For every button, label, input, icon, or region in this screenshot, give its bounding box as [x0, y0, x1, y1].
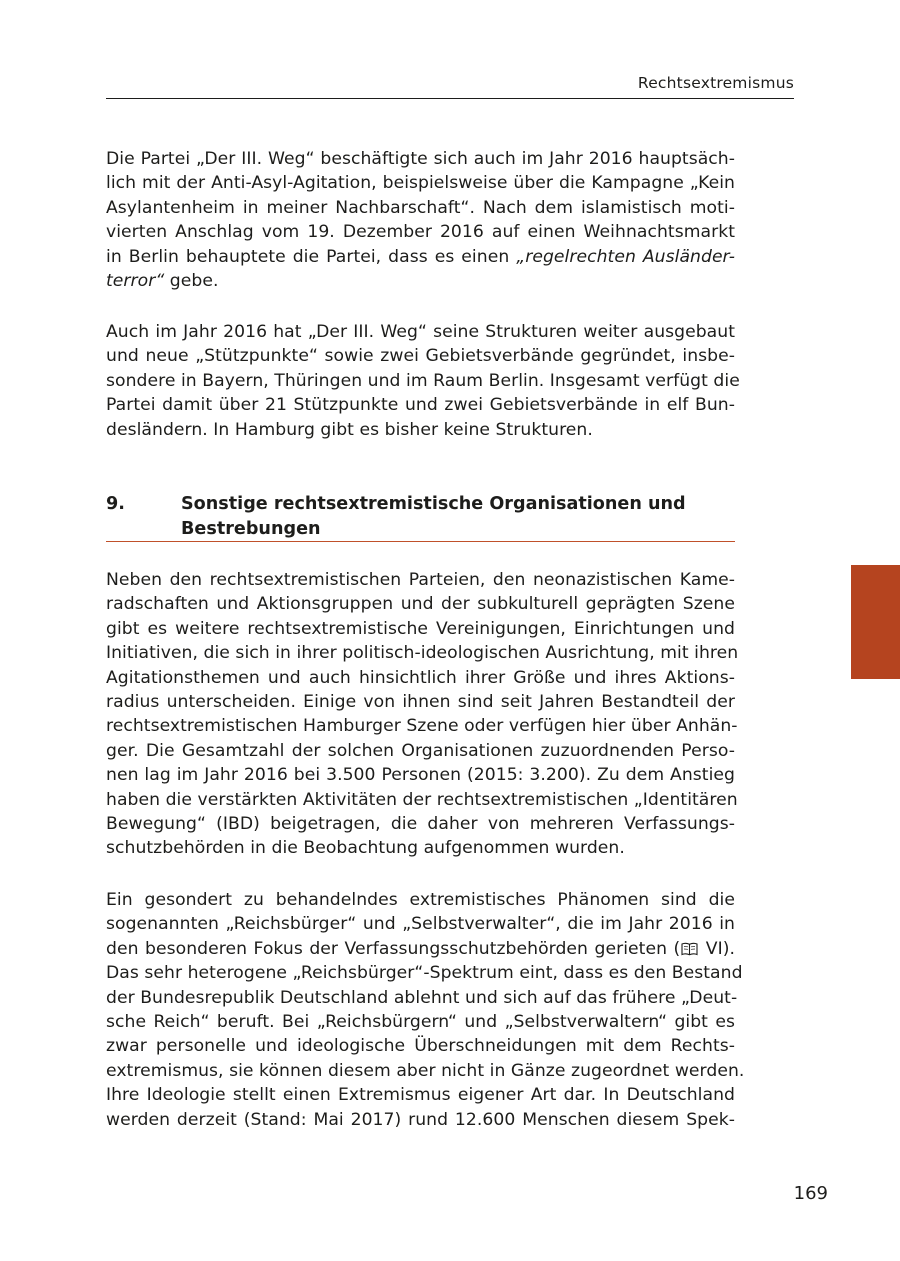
text-line: lich mit der Anti-Asyl-Agitation, beispielsweise über die Kampagne „Kein [106, 173, 735, 194]
paragraph-der-dritte-weg-strukturen [106, 320, 740, 442]
text-run: in Berlin behauptete die Partei, dass es einen [106, 246, 517, 267]
text-run: VI). [699, 938, 735, 959]
text-line: Ein gesondert zu behandelndes extremistisches Phänomen sind die [106, 890, 735, 910]
book-icon [681, 939, 698, 963]
section-heading-rule [106, 541, 735, 542]
text-line: sondere in Bayern, Thüringen und im Raum Berlin. Insgesamt verfügt die [106, 370, 740, 391]
text-run: gebe. [164, 270, 219, 291]
paragraph-sonstige-organisationen [106, 568, 739, 861]
page-number: 169 [793, 1183, 828, 1204]
text-line: nen lag im Jahr 2016 bei 3.500 Personen (2015: 3.200). Zu dem Anstieg [106, 765, 735, 786]
text-line: haben die verstärkten Aktivitäten der rechtsextremistischen „Identitären [106, 789, 738, 810]
text-line: Die Partei „Der III. Weg“ beschäftigte sich auch im Jahr 2016 hauptsäch- [106, 149, 735, 169]
text-line: Das sehr heterogene „Reichsbürger“-Spektrum eint, dass es den Bestand [106, 963, 743, 984]
paragraph-reichsbuerger [106, 888, 745, 1132]
text-line: sogenannten „Reichsbürger“ und „Selbstverwalter“, die im Jahr 2016 in [106, 914, 735, 935]
text-line: Ihre Ideologie stellt einen Extremismus eigener Art dar. In Deutschland [106, 1085, 735, 1106]
text-line: desländern. In Hamburg gibt es bisher keine Strukturen. [106, 419, 593, 440]
text-line: radius unterscheiden. Einige von ihnen sind seit Jahren Bestandteil der [106, 691, 735, 712]
text-line: rechtsextremistischen Hamburger Szene oder verfügen hier über Anhän- [106, 716, 738, 737]
text-line [106, 245, 735, 269]
text-line [106, 937, 735, 961]
text-run: den besonderen Fokus der Verfassungsschutzbehörden gerieten ( [106, 938, 681, 959]
text-line: Auch im Jahr 2016 hat „Der III. Weg“ seine Strukturen weiter ausgebaut [106, 322, 735, 342]
text-line: zwar personelle und ideologische Überschneidungen mit dem Rechts- [106, 1036, 735, 1057]
quote-italic: terror“ [106, 270, 165, 291]
text-line: ger. Die Gesamtzahl der solchen Organisationen zuzuordnenden Perso- [106, 740, 735, 761]
text-line: der Bundesrepublik Deutschland ablehnt und sich auf das frühere „Deut- [106, 987, 738, 1008]
text-line: und neue „Stützpunkte“ sowie zwei Gebietsverbände gegründet, insbe- [106, 346, 735, 367]
text-line: Initiativen, die sich in ihrer politisch-ideologischen Ausrichtung, mit ihren [106, 643, 739, 664]
running-header: Rechtsextremismus [637, 74, 794, 92]
section-title-line: Sonstige rechtsextremistische Organisationen und [181, 494, 686, 514]
text-line: werden derzeit (Stand: Mai 2017) rund 12.600 Menschen diesem Spek- [106, 1109, 735, 1130]
text-line: extremismus, sie können diesem aber nicht in Gänze zugeordnet werden. [106, 1060, 745, 1081]
text-line: sche Reich“ beruft. Bei „Reichsbürgern“ und „Selbstverwaltern“ gibt es [106, 1011, 735, 1032]
section-title [181, 492, 741, 542]
text-line: vierten Anschlag vom 19. Dezember 2016 auf einen Weihnachtsmarkt [106, 222, 735, 243]
text-line: Bewegung“ (IBD) beigetragen, die daher von mehreren Verfassungs- [106, 813, 735, 834]
text-line: gibt es weitere rechtsextremistische Vereinigungen, Einrichtungen und [106, 618, 735, 639]
chapter-side-tab [851, 565, 900, 679]
text-line: Asylantenheim in meiner Nachbarschaft“. Nach dem islamistisch moti- [106, 197, 735, 218]
paragraph-der-dritte-weg-agitation [106, 147, 735, 293]
text-line: Neben den rechtsextremistischen Parteien, den neonazistischen Kame- [106, 570, 735, 590]
header-rule [106, 98, 794, 99]
text-line: radschaften und Aktionsgruppen und der subkulturell geprägten Szene [106, 594, 735, 615]
text-line [106, 269, 735, 293]
text-line: schutzbehörden in die Beobachtung aufgenommen wurden. [106, 838, 625, 859]
text-line: Agitationsthemen und auch hinsichtlich ihrer Größe und ihres Aktions- [106, 667, 735, 688]
quote-italic: „regelrechten Ausländer- [516, 246, 735, 267]
section-title-line: Bestrebungen [181, 519, 321, 539]
section-number: 9. [106, 494, 125, 514]
text-line: Partei damit über 21 Stützpunkte und zwei Gebietsverbände in elf Bun- [106, 395, 735, 416]
